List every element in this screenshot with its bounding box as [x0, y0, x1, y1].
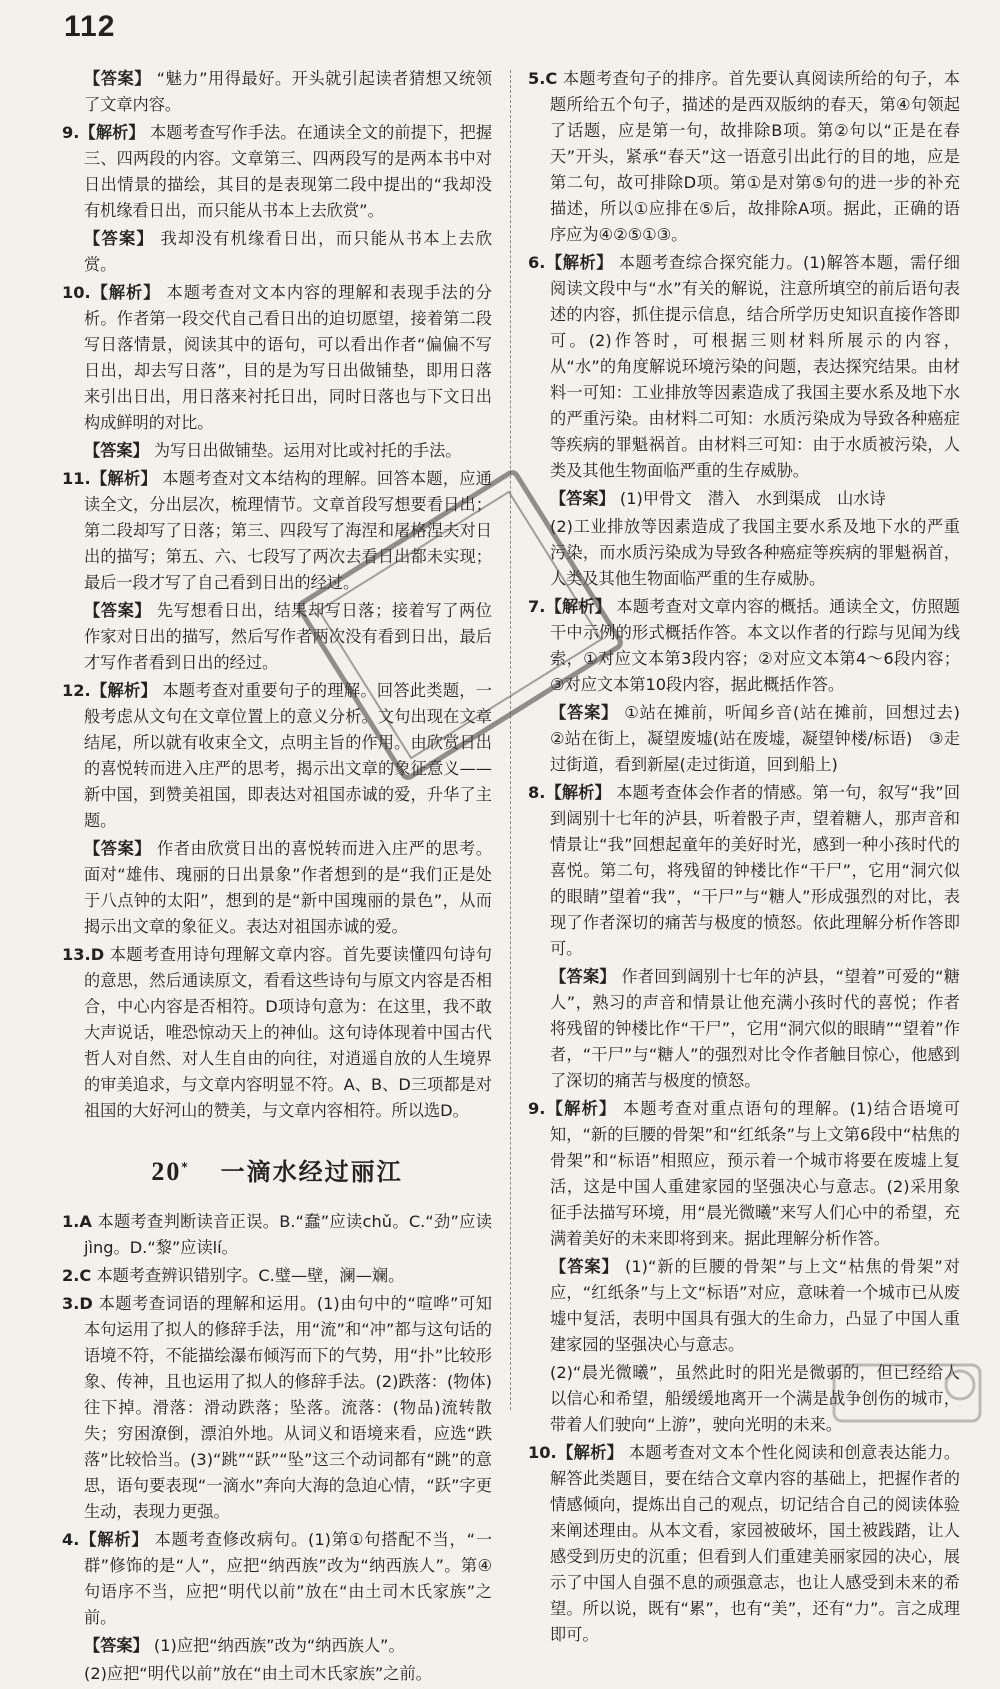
answer-entry: [62, 1633, 492, 1659]
right-column: [528, 66, 977, 1650]
section-title-text: 一滴水经过丽江: [220, 1158, 403, 1186]
answer-tag: D: [90, 945, 105, 964]
answer-text: 本题考查对重要句子的理解。回答此类题，一般考虑从文句在文章位置上的意义分析。文句出现在文章结尾，所以就有收束全文，点明主旨的作用。由欣赏日出的喜悦转而进入庄严的思考，揭示出文章的象征意义——新中国，到赞美祖国，即表达对祖国赤诚的爱，升华了主题。: [84, 681, 492, 830]
question-number: 9.: [528, 1099, 546, 1118]
answer-tag: C: [79, 1266, 92, 1285]
answer-entry: [528, 964, 960, 1094]
answer-entry: [528, 1254, 960, 1358]
answer-entry: [62, 120, 492, 224]
answer-text: 本题考查判断读音正误。B.“蠢”应读chǔ。C.“劲”应读jìng。D.“黎”应读lí。: [84, 1212, 492, 1257]
answer-tag: 【解析】: [90, 469, 157, 488]
answer-entry: [62, 466, 492, 596]
answer-tag: 【答案】: [550, 967, 616, 986]
answer-entry: [62, 1263, 492, 1289]
question-number: 10.: [62, 283, 91, 302]
answer-entry: [62, 1209, 492, 1261]
answer-tag: 【解析】: [545, 253, 614, 272]
answer-entry: [62, 1291, 492, 1525]
answer-entry: [62, 598, 492, 676]
answer-tag: 【解析】: [79, 1530, 149, 1549]
answer-entry: [62, 438, 492, 464]
answer-text: (2)“晨光微曦”，虽然此时的阳光是微弱的，但已经给人以信心和希望，船缓缓地离开一个满是战争创伤的城市，带着人们驶向“上游”，驶向光明的未来。: [550, 1363, 960, 1434]
answer-entry: [528, 486, 960, 512]
answer-entry: [528, 1096, 960, 1252]
answer-tag: 【解析】: [545, 597, 612, 616]
answer-tag: 【解析】: [90, 681, 157, 700]
answer-entry: [528, 1440, 960, 1648]
answer-entry: [528, 514, 960, 592]
answer-tag: 【答案】: [84, 229, 155, 248]
answer-text: 本题考查修改病句。(1)第①句搭配不当，“一群”修饰的是“人”，应把“纳西族”改为“纳西族人”。第④句语序不当，应把“明代以前”放在“由土司木氏家族”之前。: [84, 1530, 493, 1627]
answer-text: “魅力”用得最好。开头就引起读者猜想又统领了文章内容。: [84, 69, 492, 114]
answer-text: 本题考查词语的理解和运用。(1)由句中的“喧哗”可知本句运用了拟人的修辞手法，用“流”和“冲”都与这句话的语境不符，不能描绘瀑布倾泻而下的气势，用“扑”比较形象、传神，且也运用了拟人的修辞手法。(2)跌落：(物体)往下掉。滑落：滑动跌落；坠落。流落：(物品)流转散失；穷困潦倒，漂泊外地。从词义和语境来看，应选“跌落”比较恰当。(3)“跳”“跃”“坠”这三个动词都有“跳”的意思，语句要表现“一滴水”奔向大海的急迫心情，“跃”字更生动，表现力更强。: [84, 1294, 492, 1521]
answer-text: (2)应把“明代以前”放在“由土司木氏家族”之前。: [84, 1664, 432, 1683]
answer-tag: 【解析】: [545, 1099, 617, 1118]
answer-tag: 【解析】: [556, 1443, 624, 1462]
question-number: 10.: [528, 1443, 557, 1462]
right-answer-list: [528, 66, 977, 1648]
question-number: 8.: [528, 783, 546, 802]
page-number: 112: [64, 10, 116, 43]
left-answer-list: [62, 66, 492, 1124]
answer-text: (2)工业排放等因素造成了我国主要水系及地下水的严重污染，而水质污染成为导致各种癌症等疾病的罪魁祸首，人类及其他生物面临严重的生存威胁。: [550, 517, 960, 588]
question-number: 13.: [62, 945, 91, 964]
section-star: *: [181, 1160, 190, 1174]
question-number: 1.: [62, 1212, 80, 1231]
question-number: 6.: [528, 253, 546, 272]
answer-tag: 【解析】: [545, 783, 611, 802]
answer-text: 作者由欣赏日出的喜悦转而进入庄严的思考。面对“雄伟、瑰丽的日出景象”作者想到的是“我们正是处于八点钟的太阳”，想到的是“新中国瑰丽的景色”，从而揭示出文章的象征义。表达对祖国赤诚的爱。: [84, 839, 492, 936]
answer-text: (1)应把“纳西族”改为“纳西族人”。: [153, 1636, 405, 1655]
answer-text: 本题考查句子的排序。首先要认真阅读所给的句子，本题所给五个句子，描述的是西双版纳的春天，第④句领起了话题，应是第一句，故排除B项。第②句以“正是在春天”开头，紧承“春天”这一语意引出此行的目的地，应是第二句，故可排除D项。第①是对第⑤句的进一步的补充描述，所以①应排在⑤后，故排除A项。据此，正确的语序应为④②⑤①③。: [550, 69, 960, 244]
left-answer-list-2: [62, 1209, 492, 1687]
answer-entry: [62, 226, 492, 278]
answer-text: 为写日出做铺垫。运用对比或衬托的手法。: [153, 441, 462, 460]
column-divider: [510, 70, 511, 1410]
answer-entry: [528, 1360, 960, 1438]
question-number: 5.: [528, 69, 546, 88]
section-title: [62, 1154, 492, 1185]
answer-text: 先写想看日出，结果却写日落；接着写了两位作家对日出的描写，然后写作者两次没有看到日出，最后才写作者看到日出的经过。: [84, 601, 492, 672]
answer-entry: [62, 1661, 492, 1687]
question-number: 12.: [62, 681, 91, 700]
answer-tag: 【答案】: [84, 839, 152, 858]
answer-text: 本题考查综合探究能力。(1)解答本题，需仔细阅读文段中与“水”有关的解说，注意所填空的前后语句表述的内容，抓住提示信息，结合所学历史知识直接作答即可。(2)作答时，可根据三则材料所展示的内容，从“水”的角度解说环境污染的问题，表达探究结果。由材料一可知：工业排放等因素造成了我国主要水系及地下水的严重污染。由材料二可知：水质污染成为导致各种癌症等疾病的罪魁祸首。由材料三可知：由于水质被污染，人类及其他生物面临严重的生存威胁。: [550, 253, 960, 480]
answer-entry: [62, 1527, 492, 1631]
answer-text: (1)“新的巨腰的骨架”与上文“枯焦的骨架”对应，“红纸条”与上文“标语”对应，意味着一个城市已从废墟中复活，表明中国具有强大的生命力，凸显了中国人重建家园的坚强决心与意志。: [550, 1257, 960, 1354]
answer-entry: [62, 280, 492, 436]
answer-entry: [62, 836, 492, 940]
answer-text: 本题考查对文本个性化阅读和创意表达能力。解答此类题目，要在结合文章内容的基础上，把握作者的情感倾向，提炼出自己的观点，切记结合自己的阅读体验来阐述理由。从本文看，家园被破坏，国土被践踏，让人感受到历史的沉重；但看到人们重建美丽家园的决心，展示了中国人自强不息的顽强意志，也让人感受到未来的希望。所以说，既有“累”，也有“美”，还有“力”。言之成理即可。: [550, 1443, 961, 1644]
answer-entry: [528, 780, 960, 962]
section-number: 20: [151, 1157, 182, 1186]
answer-text: 本题考查对文章内容的概括。通读全文，仿照题干中示例的形式概括作答。本文以作者的行踪与见闻为线索，①对应文本第3段内容；②对应文本第4～6段内容；③对应文本第10段内容，据此概括作答。: [550, 597, 960, 694]
answer-tag: 【答案】: [550, 489, 615, 508]
question-number: 2.: [62, 1266, 80, 1285]
answer-entry: [528, 700, 977, 778]
answer-tag: 【答案】: [84, 441, 149, 460]
answer-text: 本题考查对文本内容的理解和表现手法的分析。作者第一段交代自己看日出的迫切愿望，接着第二段写日落情景，阅读其中的语句，可以看出作者“偏偏不写日出，却去写日落”，目的是为写日出做铺垫，即用日落来引出日出，用日落来衬托日出，同时日落也与下文日出构成鲜明的对比。: [84, 283, 492, 432]
question-number: 7.: [528, 597, 546, 616]
answer-tag: 【答案】: [550, 1257, 619, 1276]
answer-tag: 【答案】: [550, 703, 619, 722]
answer-text: 我却没有机缘看日出，而只能从书本上去欣赏。: [84, 229, 493, 274]
left-column: [62, 66, 492, 1689]
answer-text: ①站在摊前，听闻乡音(站在摊前，回想过去) ②站在街上，凝望废墟(站在废墟，凝望钟楼/标语) ③走过街道，看到新屋(走过街道，回到船上): [550, 703, 977, 774]
answer-entry: [62, 678, 492, 834]
answer-tag: 【答案】: [84, 601, 152, 620]
answer-tag: 【答案】: [84, 69, 151, 88]
question-number: 11.: [62, 469, 91, 488]
answer-text: 本题考查体会作者的情感。第一句，叙写“我”回到阔别十七年的泸县，听着骰子声，望着糖人，那声音和情景让“我”回想起童年的美好时光，感到一种小孩时代的喜悦。第二句，将残留的钟楼比作“干尸”，它用“洞穴似的眼睛”望着“我”，“干尸”与“糖人”形成强烈的对比，表现了作者深切的痛苦与极度的愤怒。依此理解分析作答即可。: [550, 783, 961, 958]
answer-tag: D: [79, 1294, 93, 1313]
question-number: 9.: [62, 123, 80, 142]
answer-text: (1)甲骨文 潜入 水到渠成 山水诗: [619, 489, 886, 508]
question-number: 3.: [62, 1294, 80, 1313]
answer-entry: [62, 66, 492, 118]
answer-entry: [528, 250, 960, 484]
answer-tag: A: [79, 1212, 92, 1231]
answer-entry: [528, 66, 960, 248]
answer-text: 本题考查对文本结构的理解。回答本题，应通读全文，分出层次，梳理情节。文章首段写想要看日出；第二段却写了日落；第三、四段写了海涅和屠格涅夫对日出的描写；第五、六、七段写了两次去看日出都未实现；最后一段才写了自己看到日出的经过。: [84, 469, 492, 592]
answer-entry: [528, 594, 960, 698]
answer-tag: 【解析】: [90, 283, 161, 302]
answer-text: 本题考查写作手法。在通读全文的前提下，把握三、四两段的内容。文章第三、四两段写的是两本书中对日出情景的描绘，其目的是表现第二段中提出的“我却没有机缘看日出，而只能从书本上去欣赏”。: [84, 123, 493, 220]
answer-tag: C: [545, 69, 558, 88]
answer-tag: 【解析】: [79, 123, 145, 142]
answer-text: 本题考查辨识错别字。C.璧—壁，澜—斓。: [96, 1266, 405, 1285]
answer-tag: 【答案】: [84, 1636, 149, 1655]
answer-text: 作者回到阔别十七年的泸县，“望着”可爱的“糖人”，熟习的声音和情景让他充满小孩时代的喜悦；作者将残留的钟楼比作“干尸”，它用“洞穴似的眼睛”“望着”作者，“干尸”与“糖人”的强烈对比令作者触目惊心，他感到了深切的痛苦与极度的愤怒。: [550, 967, 960, 1090]
answer-text: 本题考查对重点语句的理解。(1)结合语境可知，“新的巨腰的骨架”和“红纸条”与上文第6段中“枯焦的骨架”和“标语”相照应，预示着一个城市将要在废墟上复活，这是中国人重建家园的坚强决心与意志。(2)采用象征手法描写环境，用“晨光微曦”来写人们心中的希望，充满着美好的未来即将到来。据此理解分析作答。: [550, 1099, 960, 1248]
answer-entry: [62, 942, 492, 1124]
answer-text: 本题考查用诗句理解文章内容。首先要读懂四句诗句的意思，然后通读原文，看看这些诗句与原文内容是否相合，中心内容是否相符。D项诗句意为：在这里，我不敢大声说话，唯恐惊动天上的神仙。这句诗体现着中国古代哲人对自然、对人生自由的向往，对逍遥自放的人生境界的审美追求，与文章内容明显不符。A、B、D三项都是对祖国的大好河山的赞美，与文章内容相符。所以选D。: [84, 945, 492, 1120]
question-number: 4.: [62, 1530, 80, 1549]
